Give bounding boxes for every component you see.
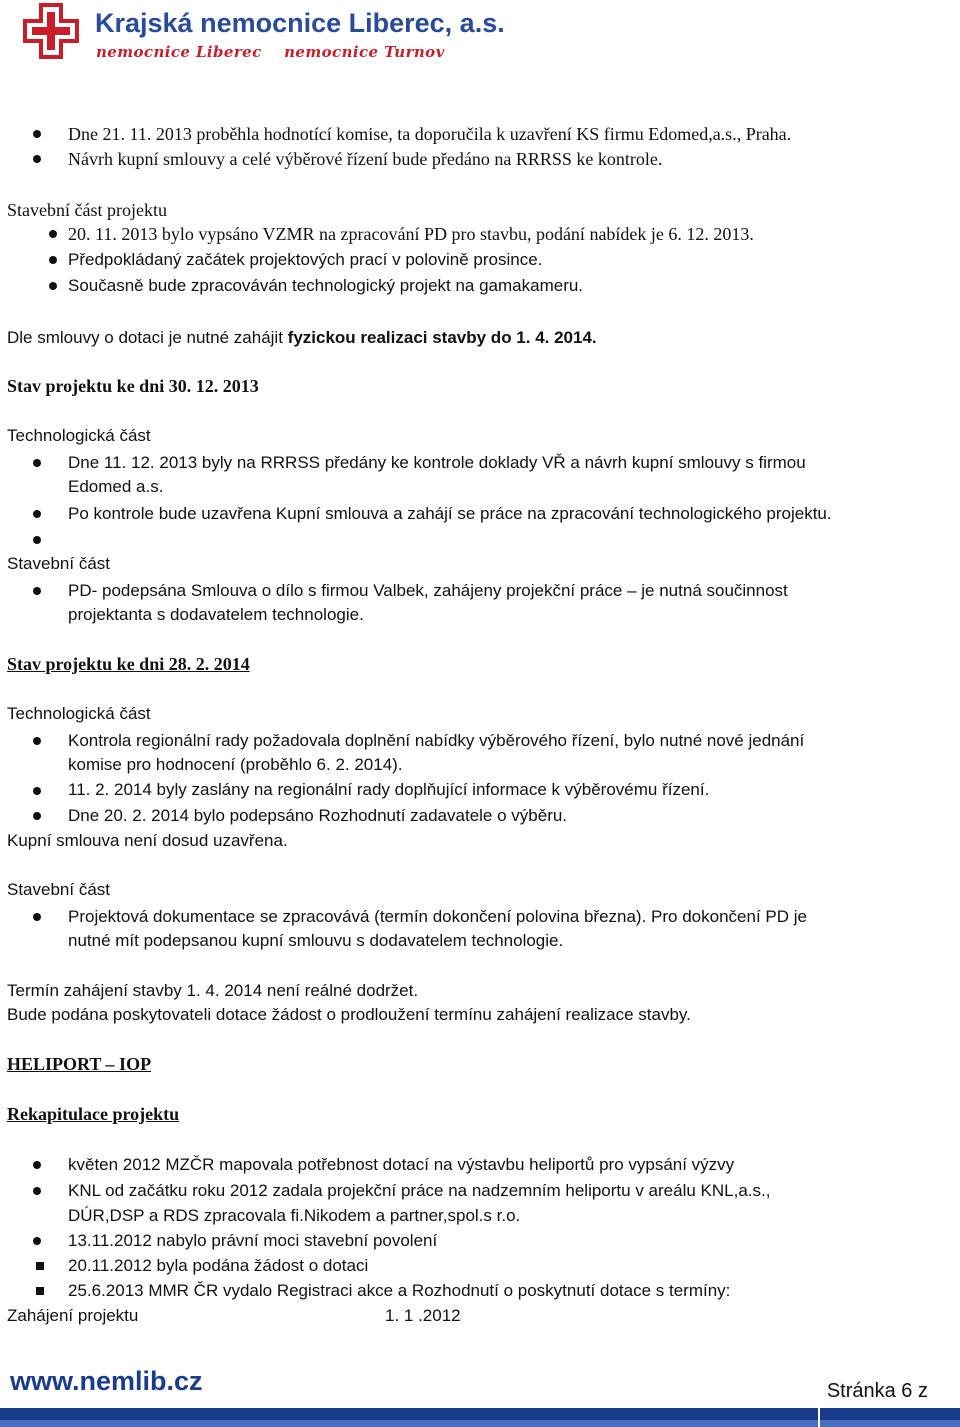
text-line: Současně bude zpracováván technologický projekt na gamakameru. bbox=[68, 276, 584, 295]
text-line: 1. 1 .2012 bbox=[385, 1306, 461, 1325]
text-line: DÚR,DSP a RDS zpracovala fi.Nikodem a partner,spol.s r.o. bbox=[68, 1206, 521, 1225]
text-line: Termín zahájení stavby 1. 4. 2014 není reálné dodržet. bbox=[7, 981, 419, 1000]
square-bullet-icon bbox=[36, 1287, 44, 1295]
footer-bar bbox=[0, 1408, 960, 1420]
text-line: Po kontrole bude uzavřena Kupní smlouva a zahájí se práce na zpracování technologického projektu. bbox=[68, 504, 832, 523]
section-heading: Technologická část bbox=[7, 704, 151, 723]
org-subtitle bbox=[96, 43, 445, 61]
text-line: komise pro hodnocení (proběhlo 6. 2. 2014). bbox=[68, 755, 403, 774]
status-heading: Stav projektu ke dni 30. 12. 2013 bbox=[7, 376, 259, 396]
bullet-icon bbox=[33, 737, 41, 745]
footer-divider bbox=[818, 1408, 820, 1427]
text-fragment: Dle smlouvy o dotaci je nutné zahájit bbox=[7, 328, 288, 347]
text-line: KNL od začátku roku 2012 zadala projekční práce na nadzemním heliportu v areálu KNL,a.s., bbox=[68, 1181, 771, 1200]
bullet-icon bbox=[33, 587, 41, 595]
org-sub-left: nemocnice Liberec bbox=[96, 43, 262, 61]
text-line: Dne 21. 11. 2013 proběhla hodnotící komise, ta doporučila k uzavření KS firmu Edomed,a.s., Praha. bbox=[68, 124, 792, 144]
text-line: 13.11.2012 nabylo právní moci stavební povolení bbox=[68, 1231, 438, 1250]
page-header bbox=[22, 2, 622, 62]
bullet-icon bbox=[33, 1187, 41, 1195]
bullet-icon bbox=[33, 787, 41, 795]
text-bold-fragment: fyzickou realizaci stavby do 1. 4. 2014. bbox=[287, 328, 597, 347]
text-line: Projektová dokumentace se zpracovává (termín dokončení polovina března). Pro dokončení PD je bbox=[68, 907, 807, 926]
section-heading: Stavební část bbox=[7, 880, 111, 899]
text-line: 25.6.2013 MMR ČR vydalo Registraci akce a Rozhodnutí o poskytnutí dotace s termíny: bbox=[68, 1281, 731, 1300]
section-heading: Technologická část bbox=[7, 426, 151, 445]
bullet-icon bbox=[33, 1237, 41, 1245]
bullet-icon bbox=[33, 913, 41, 921]
bullet-icon bbox=[33, 812, 41, 820]
text-line: Dne 11. 12. 2013 byly na RRRSS předány ke kontrole doklady VŘ a návrh kupní smlouvy s firmou bbox=[68, 453, 806, 472]
bullet-icon bbox=[33, 155, 41, 163]
bullet-icon bbox=[33, 510, 41, 518]
bullet-icon bbox=[33, 536, 41, 544]
text-line: 20.11.2012 byla podána žádost o dotaci bbox=[68, 1256, 369, 1275]
text-line: Návrh kupní smlouvy a celé výběrové řízení bude předáno na RRRSS ke kontrole. bbox=[68, 149, 663, 169]
text-line: 20. 11. 2013 bylo vypsáno VZMR na zpracování PD pro stavbu, podání nabídek je 6. 12. 2013. bbox=[68, 224, 754, 244]
org-sub-right: nemocnice Turnov bbox=[284, 43, 445, 61]
footer-website-link[interactable]: www.nemlib.cz bbox=[10, 1366, 203, 1396]
text-line: projektanta s dodavatelem technologie. bbox=[68, 605, 364, 624]
section-title: HELIPORT – IOP bbox=[7, 1054, 152, 1074]
text-line: květen 2012 MZČR mapovala potřebnost dotací na výstavbu heliportů pro vypsání výzvy bbox=[68, 1155, 735, 1174]
text-line: Kupní smlouva není dosud uzavřena. bbox=[7, 831, 288, 850]
bullet-icon bbox=[49, 230, 57, 238]
text-line: PD- podepsána Smlouva o dílo s firmou Valbek, zahájeny projekční práce – je nutná součinnost bbox=[68, 581, 788, 600]
bullet-icon bbox=[49, 282, 57, 290]
org-name: Krajská nemocnice Liberec, a.s. bbox=[95, 8, 505, 38]
text-line bbox=[7, 327, 597, 349]
footer-bar-accent bbox=[0, 1420, 960, 1427]
section-heading: Stavební část projektu bbox=[7, 200, 167, 220]
hospital-cross-logo-icon bbox=[22, 2, 80, 60]
bullet-icon bbox=[49, 256, 57, 264]
page-number: Stránka 6 z bbox=[826, 1380, 928, 1402]
text-line: Dne 20. 2. 2014 bylo podepsáno Rozhodnutí zadavatele o výběru. bbox=[68, 806, 568, 825]
text-line: Kontrola regionální rady požadovala doplnění nabídky výběrového řízení, bylo nutné nové jednání bbox=[68, 731, 805, 750]
section-title: Rekapitulace projektu bbox=[7, 1104, 180, 1124]
text-line: Předpokládaný začátek projektových prací v polovině prosince. bbox=[68, 250, 543, 269]
text-line: 11. 2. 2014 byly zaslány na regionální rady doplňující informace k výběrovému řízení. bbox=[68, 780, 710, 799]
text-line: Bude podána poskytovateli dotace žádost o prodloužení termínu zahájení realizace stavby. bbox=[7, 1005, 691, 1024]
text-line: Edomed a.s. bbox=[68, 477, 164, 496]
text-line: nutné mít podepsanou kupní smlouvu s dodavatelem technologie. bbox=[68, 931, 564, 950]
section-heading: Stavební část bbox=[7, 554, 111, 573]
status-heading: Stav projektu ke dni 28. 2. 2014 bbox=[7, 654, 250, 674]
text-line: Zahájení projektu bbox=[7, 1306, 139, 1325]
bullet-icon bbox=[33, 459, 41, 467]
bullet-icon bbox=[33, 130, 41, 138]
bullet-icon bbox=[33, 1161, 41, 1169]
square-bullet-icon bbox=[36, 1262, 44, 1270]
